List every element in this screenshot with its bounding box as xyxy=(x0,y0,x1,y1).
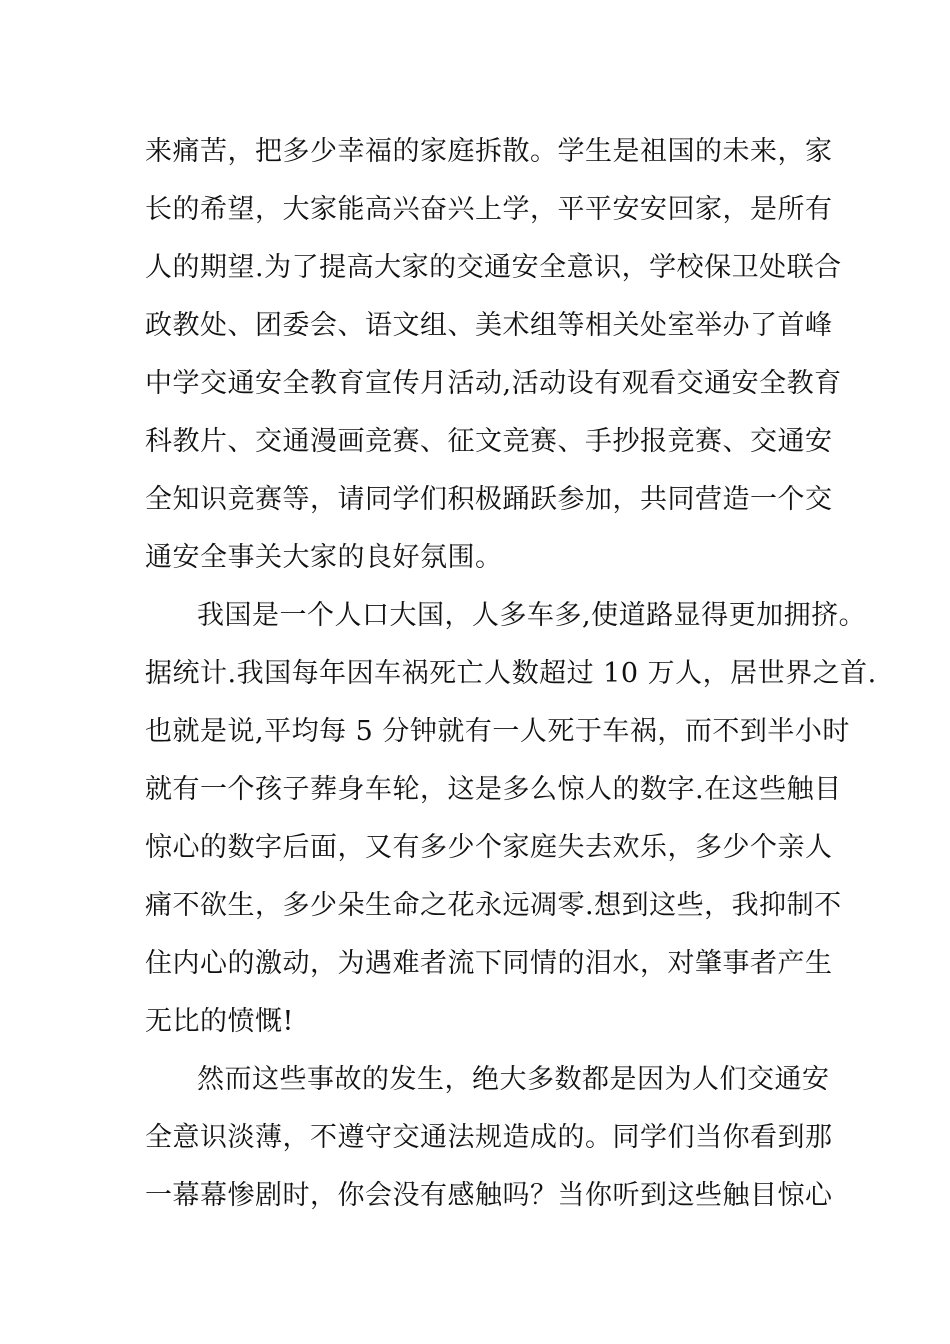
text-line-18: 全意识淡薄，不遵守交通法规造成的。同学们当你看到那 xyxy=(145,1122,833,1153)
text-line-12: 就有一个孩子葬身车轮，这是多么惊人的数字.在这些触目 xyxy=(145,774,842,805)
text-line-4: 政教处、团委会、语文组、美术组等相关处室举办了首峰 xyxy=(145,310,833,341)
text-line-3: 人的期望.为了提高大家的交通安全意识，学校保卫处联合 xyxy=(145,252,842,283)
text-line-11: 也就是说,平均每 5 分钟就有一人死于车祸，而不到半小时 xyxy=(145,716,850,747)
text-line-8: 通安全事关大家的良好氛围。 xyxy=(145,542,503,573)
text-line-6: 科教片、交通漫画竞赛、征文竞赛、手抄报竞赛、交通安 xyxy=(145,426,833,457)
text-line-2: 长的希望，大家能高兴奋兴上学，平平安安回家，是所有 xyxy=(145,194,833,225)
text-line-13: 惊心的数字后面，又有多少个家庭失去欢乐，多少个亲人 xyxy=(145,832,833,863)
text-line-7: 全知识竞赛等，请同学们积极踊跃参加，共同营造一个交 xyxy=(145,484,833,515)
paragraph-2-first-line: 我国是一个人口大国，人多车多,使道路显得更加拥挤。 xyxy=(197,600,867,631)
text-line-16: 无比的愤慨! xyxy=(145,1006,294,1037)
text-line-10: 据统计.我国每年因车祸死亡人数超过 10 万人，居世界之首. xyxy=(145,658,877,689)
text-line-14: 痛不欲生，多少朵生命之花永远凋零.想到这些，我抑制不 xyxy=(145,890,842,921)
paragraph-3-first-line: 然而这些事故的发生，绝大多数都是因为人们交通安 xyxy=(197,1064,830,1095)
text-line-19: 一幕幕惨剧时，你会没有感触吗？当你听到这些触目惊心 xyxy=(145,1180,833,1211)
text-line-1: 来痛苦，把多少幸福的家庭拆散。学生是祖国的未来，家 xyxy=(145,136,833,167)
text-line-15: 住内心的激动，为遇难者流下同情的泪水，对肇事者产生 xyxy=(145,948,833,979)
text-line-5: 中学交通安全教育宣传月活动,活动设有观看交通安全教育 xyxy=(145,368,842,399)
